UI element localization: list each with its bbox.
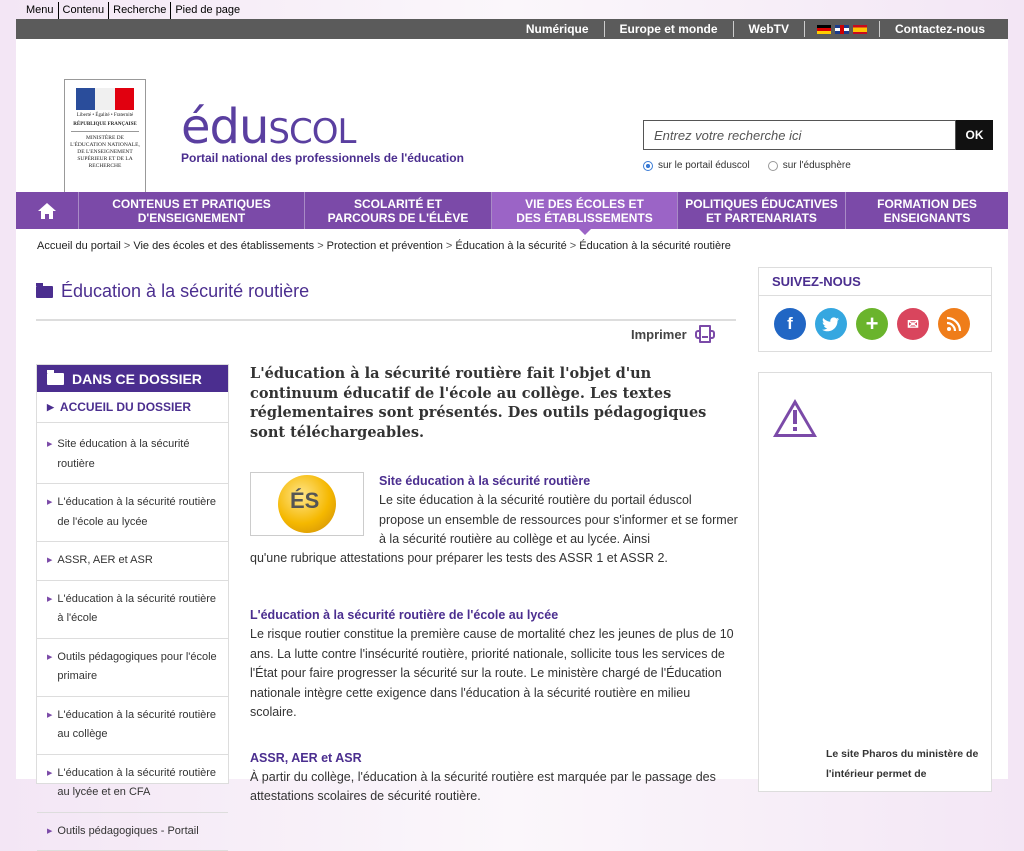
nav-item-vie-ecoles[interactable]: VIE DES ÉCOLES ET DES ÉTABLISSEMENTS (492, 192, 678, 229)
page-container (16, 19, 1008, 779)
breadcrumb: Accueil du portail > Vie des écoles et des établissements > Protection et prévention > Éducation à la sécurité > Éducation à la sécurité routière (37, 240, 731, 252)
breadcrumb-link[interactable]: Vie des écoles et des établissements (133, 240, 314, 252)
english-flag-icon[interactable] (835, 25, 849, 34)
breadcrumb-current: Éducation à la sécurité routière (579, 240, 731, 252)
nav-home[interactable] (16, 192, 79, 229)
folder-icon (36, 286, 53, 298)
spanish-flag-icon[interactable] (853, 25, 867, 34)
esr-logo-icon (278, 475, 336, 533)
skip-search-link[interactable]: Recherche (109, 2, 171, 20)
header (16, 39, 1008, 194)
radio-selected-icon[interactable] (643, 161, 653, 171)
search-button[interactable]: OK (956, 120, 993, 150)
twitter-icon[interactable] (815, 308, 847, 340)
topbar-link-webtv[interactable]: WebTV (733, 21, 804, 37)
featured-title-link[interactable]: Site éducation à la sécurité routière (379, 472, 590, 491)
home-icon (37, 202, 57, 220)
title-divider (36, 319, 736, 321)
breadcrumb-link[interactable]: Protection et prévention (327, 240, 443, 252)
section-ecole-lycee (250, 606, 740, 723)
featured-text-continued: qu'une rubrique attestations pour préparer les tests des ASSR 1 et ASSR 2. (250, 549, 740, 569)
sidebar-item[interactable]: ▶ Outils pédagogiques - Portail (37, 813, 228, 851)
scope-portal-option[interactable]: sur le portail éduscol (643, 160, 750, 171)
newsletter-icon[interactable]: ✉ (897, 308, 929, 340)
plus-icon[interactable]: + (856, 308, 888, 340)
main-nav (16, 192, 1008, 229)
printer-icon (695, 325, 715, 343)
sidebar-item[interactable]: ▶ L'éducation à la sécurité routière à l'école (37, 581, 228, 639)
top-bar (16, 19, 1008, 39)
sidebar-header: DANS CE DOSSIER (37, 365, 228, 392)
contact-link[interactable]: Contactez-nous (879, 21, 1000, 37)
search-form (643, 120, 993, 150)
nav-item-politiques[interactable]: POLITIQUES ÉDUCATIVES ET PARTENARIATS (678, 192, 846, 229)
nav-item-contenus[interactable]: CONTENUS ET PRATIQUES D'ENSEIGNEMENT (79, 192, 305, 229)
social-icons (759, 296, 991, 340)
nav-item-formation[interactable]: FORMATION DES ENSEIGNANTS (846, 192, 1008, 229)
page-title-row (36, 281, 309, 302)
section-title-link[interactable]: ASSR, AER et ASR (250, 749, 740, 768)
german-flag-icon[interactable] (817, 25, 831, 34)
section-text: Le risque routier constitue la première cause de mortalité chez les jeunes de plus de 10 ans. La lutte contre l'insécurité routière, priorité nationale, sollicite tous les services de l'État pour faire progresser la sécurité sur la route. Le ministère chargé de l'Éducation nationale intègre cette exigence dans l'éducation à la sécurité routière en milieu scolaire. (250, 625, 740, 723)
facebook-icon[interactable]: f (774, 308, 806, 340)
sidebar-item[interactable]: ▶ L'éducation à la sécurité routière au lycée et en CFA (37, 755, 228, 813)
ministry-logo[interactable] (64, 79, 146, 199)
topbar-link-europe[interactable]: Europe et monde (604, 21, 733, 37)
scope-edusphere-option[interactable]: sur l'édusphère (768, 160, 851, 171)
radio-unselected-icon[interactable] (768, 161, 778, 171)
rss-icon[interactable] (938, 308, 970, 340)
search-scope (643, 160, 851, 171)
topbar-link-numerique[interactable]: Numérique (511, 21, 604, 37)
main-content (250, 364, 740, 807)
sidebar-home-link[interactable]: ▶ ACCUEIL DU DOSSIER (37, 392, 228, 423)
breadcrumb-link[interactable]: Accueil du portail (37, 240, 121, 252)
eduscol-logo[interactable]: éduscol (181, 103, 355, 151)
site-tagline: Portail national des professionnels de l'éducation (181, 151, 464, 165)
triangle-right-icon: ▶ (47, 551, 52, 571)
sidebar-item[interactable]: ▶ ASSR, AER et ASR (37, 542, 228, 581)
skip-footer-link[interactable]: Pied de page (171, 2, 244, 20)
sidebar-item[interactable]: ▶ L'éducation à la sécurité routière de l'école au lycée (37, 484, 228, 542)
triangle-right-icon: ▶ (47, 400, 54, 414)
section-title-link[interactable]: L'éducation à la sécurité routière de l'école au lycée (250, 606, 740, 625)
pharos-box (758, 372, 992, 792)
triangle-right-icon: ▶ (47, 822, 52, 842)
breadcrumb-link[interactable]: Éducation à la sécurité (455, 240, 566, 252)
nav-item-scolarite[interactable]: SCOLARITÉ ET PARCOURS DE L'ÉLÈVE (305, 192, 492, 229)
triangle-right-icon: ▶ (47, 706, 52, 745)
triangle-right-icon: ▶ (47, 493, 52, 532)
print-button[interactable]: Imprimer (631, 325, 715, 343)
republic-name: RÉPUBLIQUE FRANÇAISE (65, 122, 145, 128)
marianne-icon (76, 88, 134, 110)
follow-us-box (758, 267, 992, 352)
sidebar-item[interactable]: ▶ Outils pédagogiques pour l'école primaire (37, 639, 228, 697)
pharos-text: Le site Pharos du ministère de l'intérieur permet de (826, 744, 986, 784)
search-input[interactable] (643, 120, 956, 150)
intro-text: L'éducation à la sécurité routière fait l'objet d'un continuum éducatif de l'école au collège. Les textes réglementaires sont présentés. Des outils pédagogiques sont téléchargeables. (250, 364, 740, 442)
ministry-name: MINISTÈRE DE L'ÉDUCATION NATIONALE, DE L'ENSEIGNEMENT SUPÉRIEUR ET DE LA RECHERCHE (65, 135, 145, 170)
skip-content-link[interactable]: Contenu (59, 2, 110, 20)
esr-thumbnail[interactable] (250, 472, 364, 536)
follow-us-title: SUIVEZ-NOUS (759, 268, 991, 296)
sidebar-item[interactable]: ▶ Site éducation à la sécurité routière (37, 423, 228, 484)
republic-motto: Liberté • Égalité • Fraternité (65, 113, 145, 119)
sidebar-list (37, 423, 228, 851)
skip-links (22, 2, 244, 20)
section-assr (250, 749, 740, 807)
sidebar-item[interactable]: ▶ L'éducation à la sécurité routière au collège (37, 697, 228, 755)
skip-menu-link[interactable]: Menu (22, 2, 59, 20)
section-text: À partir du collège, l'éducation à la sécurité routière est marquée par le passage des attestations scolaires de sécurité routière. (250, 768, 740, 807)
featured-block (250, 472, 740, 580)
triangle-right-icon: ▶ (47, 764, 52, 803)
page-title: Éducation à la sécurité routière (61, 281, 309, 302)
folder-icon (47, 373, 64, 385)
dossier-sidebar (36, 364, 229, 784)
triangle-right-icon: ▶ (47, 648, 52, 687)
triangle-right-icon: ▶ (47, 435, 52, 474)
language-flags (804, 21, 879, 37)
featured-text: Le site éducation à la sécurité routière du portail éduscol propose un ensemble de ressources pour s'informer et se former à la sécurité routière au collège et au lycée. Ainsi (379, 491, 740, 550)
triangle-right-icon: ▶ (47, 590, 52, 629)
